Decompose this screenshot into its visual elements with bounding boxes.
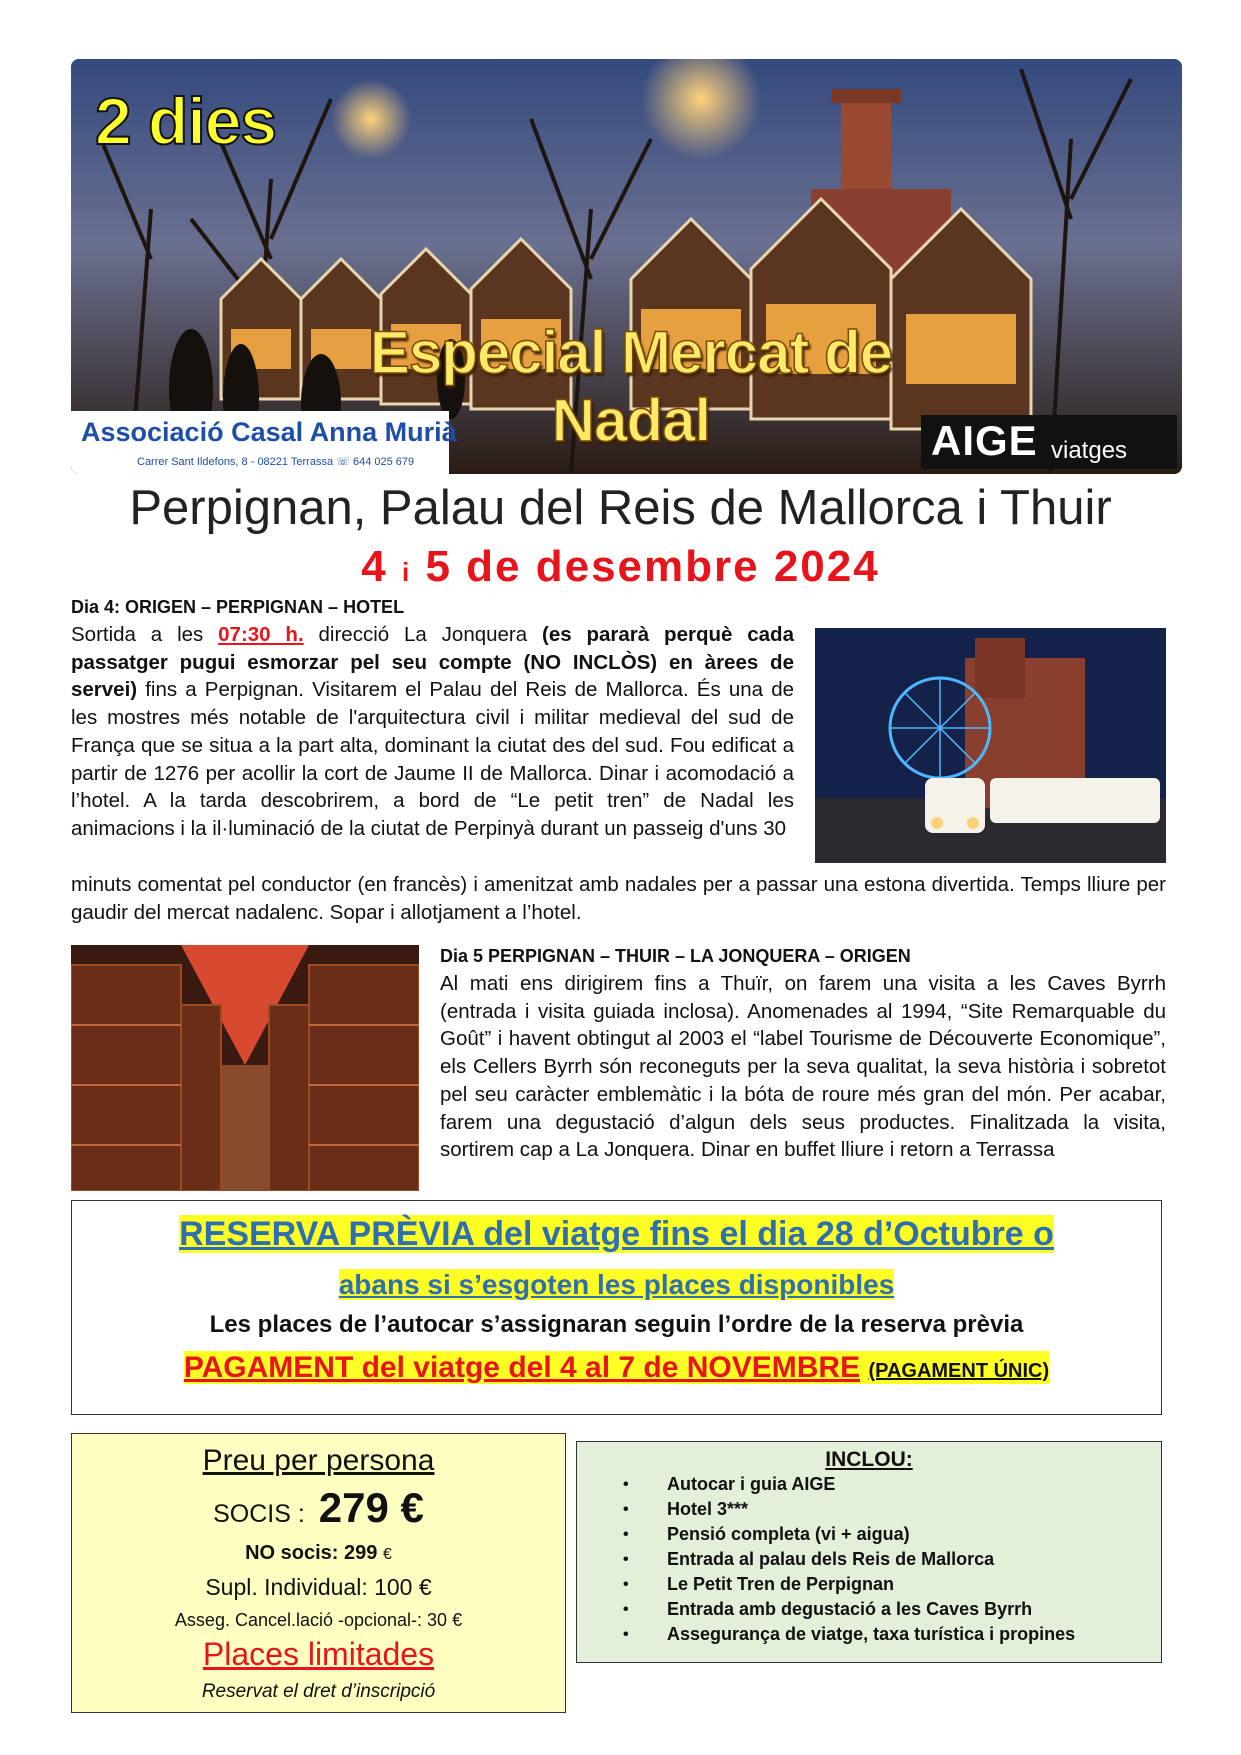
day4-t1: Sortida a les bbox=[71, 623, 219, 646]
aige-subtitle: viatges bbox=[1051, 437, 1128, 464]
payment-dates bbox=[72, 1351, 1161, 1385]
byrrh-cellar-photo bbox=[71, 945, 419, 1191]
list-item bbox=[623, 1497, 1075, 1522]
list-item bbox=[623, 1522, 1075, 1547]
list-item bbox=[623, 1622, 1076, 1647]
include-item-text: Assegurança de viatge, taxa turística i propines bbox=[667, 1624, 1076, 1644]
date-day1: 4 bbox=[361, 542, 388, 591]
date-rest: 5 de desembre 2024 bbox=[425, 542, 880, 591]
members-label: SOCIS : bbox=[213, 1500, 305, 1528]
day5-text: Al mati ens dirigirem fins a Thuïr, on farem una visita a les Caves Byrrh (entrada i visita guiada inclosa). Anomenades al 1994, “Site Remarquable du Goût” i havent obtingut al 2003 el “label Tourisme de Découverte Economique”, els Cellers Byrrh són reconeguts per la seva qualitat, la seva història i sobretot pel seu caràcter emblemàtic i la bóta de roure més gran del món. Per acabar, farem una degustació d’algun dels seus productes. Finalitzada la visita, sortirem cap a La Jonquera. Dinar en buffet lliure i retorn a Terrassa bbox=[440, 972, 1166, 1162]
payment-line: PAGAMENT del viatge del 4 al 7 de NOVEMBRE bbox=[183, 1351, 861, 1384]
bullet-icon: • bbox=[623, 1601, 629, 1618]
day4-heading: Dia 4: ORIGEN – PERPIGNAN – HOTEL bbox=[71, 597, 405, 617]
petit-train-photo bbox=[815, 628, 1166, 863]
include-item-text: Hotel 3*** bbox=[667, 1499, 749, 1519]
include-item-text: Autocar i guia AIGE bbox=[667, 1474, 836, 1494]
day4-t2: direcció La Jonquera bbox=[303, 623, 543, 646]
day4-note: (es pararà perquè cada passatger pugui esmorzar pel seu compte (NO INCLÒS) en àrees de servei) bbox=[71, 623, 794, 702]
hero-banner bbox=[71, 59, 1182, 474]
seat-assignment-note: Les places de l’autocar s’assignaran seguin l’ordre de la reserva prèvia bbox=[209, 1311, 1024, 1338]
aige-logo bbox=[921, 415, 1177, 469]
bullet-icon: • bbox=[623, 1526, 629, 1543]
trip-subtitle: Perpignan, Palau del Reis de Mallorca i Thuir bbox=[129, 481, 1112, 535]
departure-time: 07:30 h. bbox=[218, 623, 304, 646]
include-item-text: Pensió completa (vi + aigua) bbox=[667, 1524, 910, 1544]
day4-text-continued: minuts comentat pel conductor (en francès) i amenitzat amb nadales per a passar una estona divertida. Temps lliure per gaudir del mercat nadalenc. Sopar i allotjament a l’hotel. bbox=[71, 873, 1166, 924]
single-supplement: Supl. Individual: 100 € bbox=[205, 1574, 432, 1600]
include-item-text: Entrada amb degustació a les Caves Byrrh bbox=[667, 1599, 1033, 1619]
day4-text bbox=[71, 621, 794, 843]
list-item bbox=[623, 1547, 1075, 1572]
bullet-icon: • bbox=[623, 1501, 629, 1518]
price-box bbox=[71, 1433, 566, 1713]
include-item-text: Entrada al palau dels Reis de Mallorca bbox=[667, 1549, 995, 1569]
phone-number: 644 025 679 bbox=[352, 456, 415, 468]
aige-brand: AIGE bbox=[931, 417, 1038, 464]
includes-list bbox=[577, 1472, 1075, 1647]
list-item bbox=[623, 1572, 1075, 1597]
non-members-currency: € bbox=[382, 1546, 392, 1563]
reservation-deadline bbox=[72, 1215, 1161, 1254]
reservation-line2: abans si s’esgoten les places disponibles bbox=[338, 1269, 895, 1300]
limited-places: Places limitades bbox=[202, 1636, 435, 1672]
reservation-box bbox=[71, 1200, 1162, 1415]
members-price: 279 € bbox=[318, 1484, 424, 1531]
association-name: Associació Casal Anna Murià bbox=[81, 417, 457, 447]
bullet-icon: • bbox=[623, 1551, 629, 1568]
cancellation-insurance: Asseg. Cancel.lació -opcional-: 30 € bbox=[174, 1610, 463, 1630]
hero-title-line1: Especial Mercat de bbox=[369, 319, 893, 386]
day5-heading: Dia 5 PERPIGNAN – THUIR – LA JONQUERA – ORIGEN bbox=[440, 946, 911, 966]
address-text: Carrer Sant Ildefons, 8 - 08221 Terrassa bbox=[137, 456, 334, 468]
phone-icon: ☏ bbox=[336, 456, 350, 468]
includes-title: INCLOU: bbox=[825, 1448, 913, 1471]
payment-single: (PAGAMENT ÚNIC) bbox=[868, 1360, 1050, 1382]
association-address bbox=[137, 455, 414, 468]
bullet-icon: • bbox=[623, 1576, 629, 1593]
duration-tag: 2 dies bbox=[95, 84, 277, 158]
reservation-line1: RESERVA PRÈVIA del viatge fins el dia 28 d’Octubre o bbox=[179, 1215, 1054, 1253]
day4-t3: fins a Perpignan. Visitarem el Palau del Reis de Mallorca. És una de les mostres més notable de l'arquitectura civil i militar medieval del sud de França que se situa a la part alta, dominant la ciutat des del sud. Fou edificat a partir de 1276 per acollir la cort de Jaume II de Mallorca. Dinar i acomodació a l’hotel. A la tarda descobrirem, a bord de “Le petit tren” de Nadal les animacions i la il·luminació de la ciutat de Perpinyà durant un passeig d'uns 30 bbox=[71, 678, 794, 840]
association-logo bbox=[71, 411, 457, 474]
hero-title-line2: Nadal bbox=[551, 387, 711, 454]
include-item-text: Le Petit Tren de Perpignan bbox=[667, 1574, 895, 1594]
price-title: Preu per persona bbox=[202, 1444, 435, 1477]
list-item bbox=[623, 1597, 1075, 1622]
list-item bbox=[623, 1472, 1075, 1497]
bullet-icon: • bbox=[623, 1476, 629, 1493]
non-members-label: NO socis: 299 bbox=[245, 1542, 378, 1564]
reservation-availability bbox=[72, 1269, 1161, 1301]
reserved-right: Reservat el dret d’inscripció bbox=[201, 1681, 436, 1702]
trip-date bbox=[0, 542, 1241, 592]
date-conj: i bbox=[401, 557, 412, 587]
includes-box bbox=[576, 1441, 1162, 1663]
price-members bbox=[72, 1484, 565, 1532]
bullet-icon: • bbox=[623, 1626, 629, 1643]
price-non-members bbox=[72, 1542, 565, 1565]
